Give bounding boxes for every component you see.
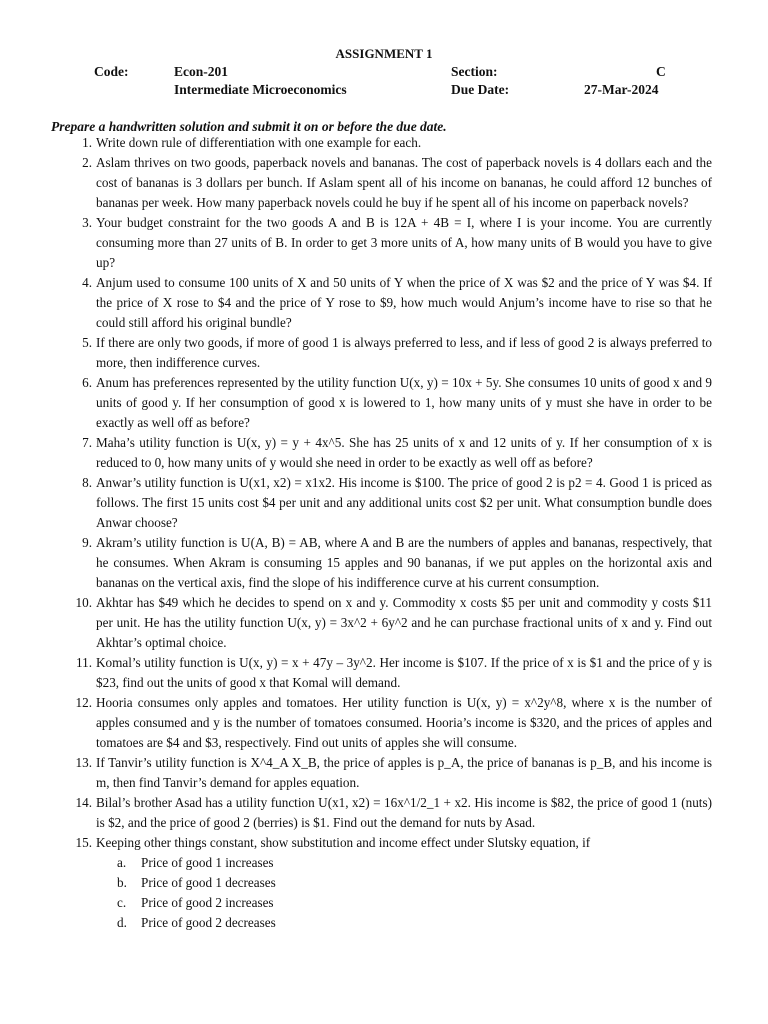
sub-question-item (117, 853, 712, 873)
sub-question-text: Price of good 1 decreases (141, 875, 276, 890)
course-name: Intermediate Microeconomics (174, 82, 347, 97)
question-number: 9. (82, 535, 92, 550)
sub-question-label: c. (117, 895, 127, 910)
section-label: Section: (451, 64, 498, 79)
sub-question-text: Price of good 2 increases (141, 895, 274, 910)
question-number: 12. (75, 695, 92, 710)
question-item (75, 833, 712, 933)
question-text: Anum has preferences represented by the utility function U(x, y) = 10x + 5y. She consumes 10 units of good x and 9 units of good y. If her consumption of good x is lowered to 1, how many units of y must she have in order to be exactly as well off as before? (96, 375, 712, 430)
sub-question-label: a. (117, 855, 127, 870)
question-item (75, 753, 712, 793)
question-item (82, 133, 712, 153)
sub-question-label: d. (117, 915, 127, 930)
question-item (82, 473, 712, 533)
sub-question-item (117, 873, 712, 893)
assignment-title: ASSIGNMENT 1 (335, 46, 433, 61)
question-text: Aslam thrives on two goods, paperback novels and bananas. The cost of paperback novels is 4 dollars each and the cost of bananas is 3 dollars per bunch. If Aslam spent all of his income on bananas, he could afford 12 bunches of bananas per week. How many paperback novels could he buy if he spent all of his income on paperback novels? (96, 155, 712, 210)
question-text: Bilal’s brother Asad has a utility function U(x1, x2) = 16x^1/2_1 + x2. His income is $82, the price of good 1 (nuts) is $2, and the price of good 2 (berries) is $1. Find out the demand for nuts by Asad. (96, 795, 712, 830)
section-value: C (656, 64, 666, 79)
code-label: Code: (94, 64, 129, 79)
question-item (82, 333, 712, 373)
question-number: 10. (75, 595, 92, 610)
question-text: Komal’s utility function is U(x, y) = x + 47y – 3y^2. Her income is $107. If the price of x is $1 and the price of y is $23, find out the units of good x that Komal will demand. (96, 655, 712, 690)
sub-question-text: Price of good 1 increases (141, 855, 274, 870)
question-item (82, 273, 712, 333)
question-number: 13. (75, 755, 92, 770)
question-text: Anwar’s utility function is U(x1, x2) = x1x2. His income is $100. The price of good 2 is p2 = 4. Good 1 is priced as follows. The first 15 units cost $4 per unit and any additional units cost $2 per unit. What consumption bundle does Anwar choose? (96, 475, 712, 530)
sub-question-list (96, 853, 712, 933)
question-number: 14. (75, 795, 92, 810)
question-item (75, 793, 712, 833)
question-item (75, 693, 712, 753)
question-text: Maha’s utility function is U(x, y) = y + 4x^5. She has 25 units of x and 12 units of y. If her consumption of x is reduced to 0, how many units of y would she need in order to be exactly as well off as before? (96, 435, 712, 470)
question-number: 5. (82, 335, 92, 350)
question-number: 4. (82, 275, 92, 290)
question-item (82, 433, 712, 473)
question-text: If there are only two goods, if more of good 1 is always preferred to less, and if less of good 2 is always preferred to more, then indifference curves. (96, 335, 712, 370)
question-list (0, 133, 712, 933)
due-date-label: Due Date: (451, 82, 510, 97)
sub-question-item (117, 913, 712, 933)
question-number: 1. (82, 135, 92, 150)
question-text: Keeping other things constant, show substitution and income effect under Slutsky equation, if (96, 835, 591, 850)
question-item (76, 653, 712, 693)
question-item (82, 213, 712, 273)
question-item (82, 533, 712, 593)
question-text: Your budget constraint for the two goods A and B is 12A + 4B = I, where I is your income. You are currently consuming more than 27 units of B. In order to get 3 more units of A, how many units of B would you have to give up? (96, 215, 712, 270)
question-number: 15. (75, 835, 92, 850)
question-text: If Tanvir’s utility function is X^4_A X_B, the price of apples is p_A, the price of bananas is p_B, and his income is m, then find Tanvir’s demand for apples equation. (96, 755, 712, 790)
instruction-text: Prepare a handwritten solution and submit it on or before the due date. (51, 119, 447, 134)
due-date-value: 27-Mar-2024 (584, 82, 659, 97)
sub-question-text: Price of good 2 decreases (141, 915, 276, 930)
question-number: 7. (82, 435, 92, 450)
question-number: 6. (82, 375, 92, 390)
question-number: 11. (76, 655, 92, 670)
question-item (82, 373, 712, 433)
question-text: Write down rule of differentiation with one example for each. (96, 135, 422, 150)
question-text: Hooria consumes only apples and tomatoes. Her utility function is U(x, y) = x^2y^8, where x is the number of apples consumed and y is the number of tomatoes consumed. Hooria’s income is $320, and the prices of apples and tomatoes are $4 and $3, respectively. Find out units of apples she will consume. (96, 695, 712, 750)
sub-question-item (117, 893, 712, 913)
question-text: Akram’s utility function is U(A, B) = AB, where A and B are the numbers of apples and bananas, respectively, that he consumes. When Akram is consuming 15 apples and 90 bananas, if we put apples on the horizontal axis and bananas on the vertical axis, find the slope of his indifference curve at his current consumption. (96, 535, 712, 590)
question-number: 3. (82, 215, 92, 230)
code-value: Econ-201 (174, 64, 228, 79)
question-text: Anjum used to consume 100 units of X and 50 units of Y when the price of X was $2 and the price of Y was $4. If the price of X rose to $4 and the price of Y rose to $9, how much would Anjum’s income have to rise so that he could still afford his original bundle? (96, 275, 712, 330)
question-item (82, 153, 712, 213)
question-text: Akhtar has $49 which he decides to spend on x and y. Commodity x costs $5 per unit and commodity y costs $11 per unit. He has the utility function U(x, y) = 3x^2 + 6y^2 and he can purchase fractional units of x and y. Find out Akhtar’s optimal choice. (96, 595, 712, 650)
sub-question-label: b. (117, 875, 127, 890)
question-number: 2. (82, 155, 92, 170)
question-item (75, 593, 712, 653)
question-number: 8. (82, 475, 92, 490)
